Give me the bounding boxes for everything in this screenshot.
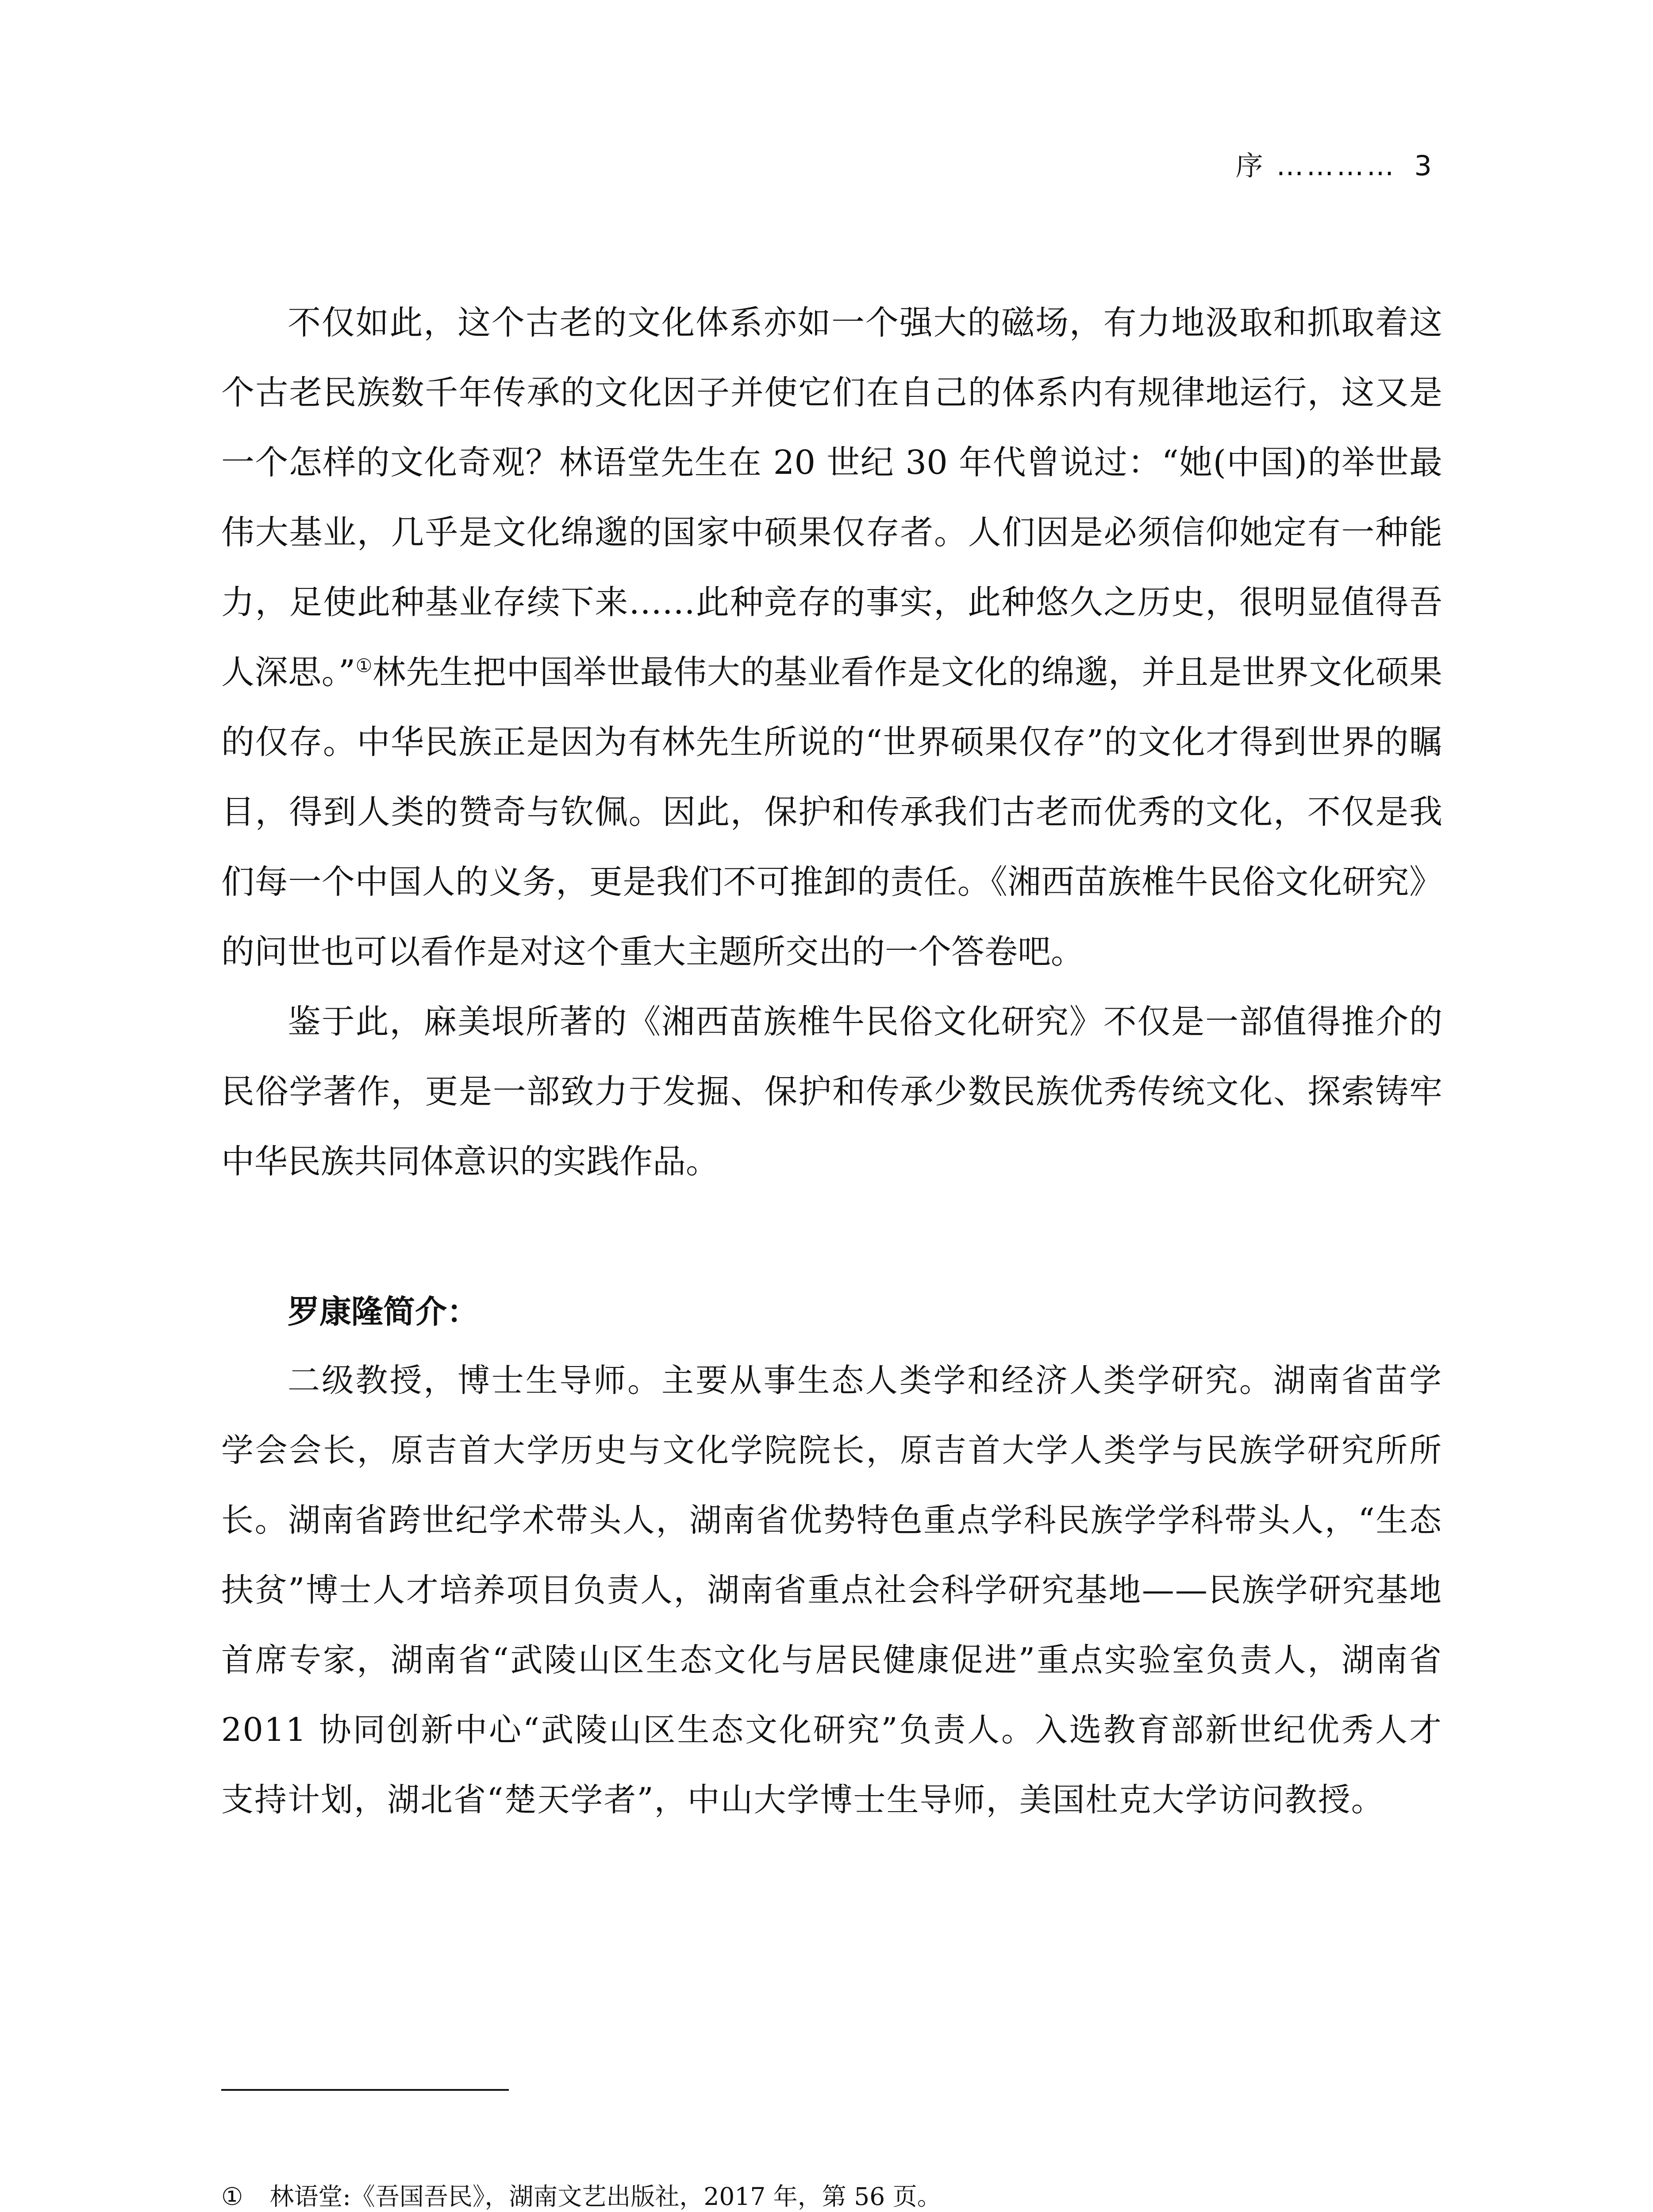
header-section-title: 序 — [1235, 150, 1263, 182]
footnote — [221, 2177, 1442, 2212]
body-paragraph-2: 鉴于此，麻美垠所著的《湘西苗族椎牛民俗文化研究》不仅是一部值得推介的民俗学著作，更是一部致力于发掘、保护和传承少数民族优秀传统文化、探索铸牢中华民族共同体意识的实践作品。 — [221, 1002, 1442, 1181]
main-text — [221, 288, 1442, 1196]
footnote-marker: ① — [221, 2182, 243, 2211]
header-leader-dots: ………… — [1276, 150, 1397, 182]
paragraph-1-text-after-ref: 林先生把中国举世最伟大的基业看作是文化的绵邈，并且是世界文化硕果的仅存。中华民族正是因为有林先生所说的“世界硕果仅存”的文化才得到世界的瞩目，得到人类的赞奇与钦佩。因此，保护和传承我们古老而优秀的文化，不仅是我们每一个中国人的义务，更是我们不可推卸的责任。《湘西苗族椎牛民俗文化研究》的问世也可以看作是对这个重大主题所交出的一个答卷吧。 — [221, 653, 1443, 971]
footnote-divider — [221, 2089, 509, 2091]
bio-title: 罗康隆简介： — [288, 1293, 479, 1330]
running-header — [1236, 146, 1432, 186]
body-paragraph-1 — [221, 288, 1442, 987]
paragraph-1-text-before-ref: 不仅如此，这个古老的文化体系亦如一个强大的磁场，有力地汲取和抓取着这个古老民族数千年传承的文化因子并使它们在自己的体系内有规律地运行，这又是一个怎样的文化奇观？林语堂先生在 20 世纪 30 年代曾说过：“她(中国)的举世最伟大基业，几乎是文化绵邈的国家中硕果仅存者。人们因是必须信仰她定有一种能力，足使此种基业存续下来……此种竞存的事实，此种悠久之历史，很明显值得吾人深思。” — [221, 303, 1442, 691]
page-number: 3 — [1414, 150, 1432, 182]
author-bio — [221, 1283, 1442, 1835]
footnote-reference-1: ① — [355, 655, 373, 676]
bio-text: 二级教授，博士生导师。主要从事生态人类学和经济人类学研究。湖南省苗学学会会长，原吉首大学历史与文化学院院长，原吉首大学人类学与民族学研究所所长。湖南省跨世纪学术带头人，湖南省优势特色重点学科民族学学科带头人，“生态扶贫”博士人才培养项目负责人，湖南省重点社会科学研究基地——民族学研究基地首席专家，湖南省“武陵山区生态文化与居民健康促进”重点实验室负责人，湖南省 2011 协同创新中心“武陵山区生态文化研究”负责人。入选教育部新世纪优秀人才支持计划，湖北省“楚天学者”，中山大学博士生导师，美国杜克大学访问教授。 — [221, 1362, 1442, 1819]
footnote-text: 林语堂:《吾国吾民》，湖南文艺出版社，2017 年，第 56 页。 — [269, 2182, 942, 2211]
